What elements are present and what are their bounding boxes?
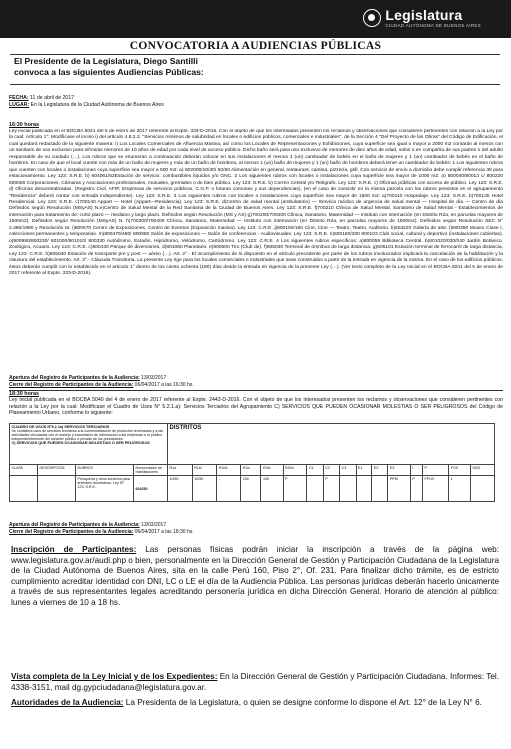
autoridades-block (11, 698, 499, 709)
cell-r2bii: P (283, 476, 307, 502)
th-r1a: R1a (168, 465, 193, 476)
session1-cierre-label: Cierre del Registro de Participantes de la Audiencia: (9, 382, 134, 388)
intro-line-2: convoca a las siguientes Audiencias Públicas: (14, 67, 204, 77)
header-bar (0, 0, 511, 38)
cell-c3 (340, 476, 356, 502)
meta-block (9, 95, 164, 108)
session1-cierre-value: 06/04/2017 a las 16:30 hs. (133, 382, 194, 388)
cell-r1bi: 10/50 (192, 476, 217, 502)
legislatura-logo (363, 8, 481, 28)
cell-i: P (410, 476, 422, 502)
autoridades-text: La Presidenta de la Legislatura, o quien se designe conforme lo dispone el Art. 12° de la Ley N° 6. (123, 698, 482, 707)
session2-apertura-label: Apertura del Registro de Participantes de la Audiencia: (9, 522, 140, 528)
th-e1: E1 (356, 465, 372, 476)
th-e2: E2 (372, 465, 388, 476)
logo-subtitle: CIUDAD AUTÓNOMA DE BUENOS AIRES (385, 23, 481, 28)
vista-label: Vista completa de la Ley Inicial y de los Expedientes: (11, 672, 218, 681)
distritos-label: DISTRITOS (169, 425, 202, 431)
cuadro-note: Se considera usos de servicios terciarios a la comercialización de productos terminados y a las actividades vinculadas con el manejo y transmisión de información a las empresas o al público independientemente del carácter público o privado de los prestadores. (11, 429, 163, 441)
session1-time: 16:30 horas (9, 122, 39, 128)
distritos-cell (168, 424, 495, 465)
th-descripcion: DESCRIPCIÓN (38, 465, 76, 476)
session1-apertura-label: Apertura del Registro de Participantes de la Audiencia: (9, 375, 140, 381)
cell-e3: PPM (388, 476, 410, 502)
vista-block (11, 672, 499, 693)
th-c3: C3 (340, 465, 356, 476)
seal-icon (363, 9, 381, 27)
session1-apertura-value: 13/03/2017 (139, 375, 167, 381)
cell-r2bi: 150 (261, 476, 283, 502)
table-header-row (10, 465, 495, 476)
page-title: CONVOCATORIA A AUDIENCIAS PÚBLICAS (129, 40, 382, 52)
th-clase: CLASE (10, 465, 38, 476)
table-row (10, 476, 495, 502)
inscripcion-block (11, 545, 499, 608)
codigo-cell: 604250 (134, 476, 168, 502)
cell-c2: P (323, 476, 339, 502)
th-r1bii: R1bII (217, 465, 241, 476)
autoridades-label: Autoridades de la Audiencia: (11, 698, 124, 707)
session2-cierre-value: 06/04/2017 a las 18:30 hs. (133, 529, 194, 535)
th-rubros: RUBROS (76, 465, 134, 476)
intro (14, 56, 494, 78)
session1-apertura (9, 375, 166, 381)
usos-table (9, 423, 495, 502)
intro-divider (10, 84, 500, 85)
cuadro-group: C) SERVICIOS QUE PUEDEN OCASIONAR MOLESTIAS O SER PELIGROSOS (11, 441, 150, 445)
session2-cierre-label: Cierre del Registro de Participantes de la Audiencia: (9, 529, 134, 535)
lugar-label: LUGAR: (9, 101, 30, 108)
th-c1: C1 (307, 465, 323, 476)
cuadro-title: CUADRO DE USOS Nº5.2.1a) SERVICIOS TERCIARIOS (11, 425, 110, 429)
session2-time: 18:30 horas (9, 391, 39, 397)
lugar-value: En la Legislatura de la Ciudad Autónoma de Buenos Aires (29, 101, 164, 108)
cuadro-cell (10, 424, 168, 465)
th-r1bi: R1bI (192, 465, 217, 476)
session1-cierre (9, 382, 194, 388)
cell-e2 (372, 476, 388, 502)
cell-p: PPUV (423, 476, 449, 502)
cell-c1 (307, 476, 323, 502)
inscripcion-label: Inscripción de Participantes: (11, 545, 137, 554)
th-fos: FOS (449, 465, 471, 476)
cell-e1 (356, 476, 372, 502)
cell-r2a: 150 (241, 476, 261, 502)
th-r2a: R2a (241, 465, 261, 476)
fecha-label: FECHA: (9, 95, 29, 101)
cell-r1bii: - (217, 476, 241, 502)
rubro-cell: Peluquería y otros servicios para animales domésticos. Ley Nº 123: S.R.E. (76, 476, 134, 502)
th-p: P (423, 465, 449, 476)
vista-text: En la Dirección General de Gestión y Participación Ciudadana. Informes: Tel. 4338-3151, mail dg.gypciudadana@legislatura.gov.ar. (11, 672, 499, 692)
cell-obs (470, 476, 494, 502)
cell-r1a: 10/50 (168, 476, 193, 502)
th-r2bi: R2bI (261, 465, 283, 476)
session1-divider (9, 390, 503, 391)
th-obs: OBS. (470, 465, 494, 476)
th-r2bii: R2bII (283, 465, 307, 476)
session1-body: Ley inicial publicada en el BOCBA 5041 del 5 de enero de 2017 referente al Expte. 333-D-2016. Con el objeto de que los interesados presenten los reclamos y observaciones que consideren pertinentes con relación a la Ley por la cual: Artículo 1°: Modifícase el inciso i) del artículo 4.8.2.3. "Servicios mínimos de salubridad en locales o edificios públicos, comerciales e industriales", de la Sección 4 "Del Proyecto de las Obras" del Código de Edificación, el cual quedará redactado de la siguiente manera: i) Los Locales Comerciales de Afluencia Masiva, así como los Locales de Representaciones y Exhibiciones, cuya superficie sea igual o mayor a 2000 m2 contarán al menos con un sanitario de uso exclusivo para niños/as menores de 10 años de edad por cada nivel de acceso público. Dicho baño será para uso exclusivo de menores de diez años de edad, solos o en compañía de sus padres o del adulto responsable de su cuidado (…). Los rubros que se enumeran a continuación deberán colocar en sus instalaciones el menos 1 (un) cambiador de bebés en el baño de mujeres y 1 (un) cambiador de bebés en el baño de hombres. En caso de que el local cuente con más de un baño de mujeres y más de un baño de hombres, al menos 1 (un) baño de mujeres y 1 (un) baño de hombres deberá tener un cambiador de bebés: 1 Los siguientes rubros que cuenten con locales o instalaciones cuya superficie sea mayor a 500 m2: a) 602000/10/40/ 50/60 Alimentación en general, restaurant, cantina, pizzería, grill. Con servicio de envío a domicilio debe cumplir referencia 38 para estacionamiento. Ley 123: S.R.E. b) 604061/62Estación de servicio: combustibles líquidos y/o GNC. 2 Los siguientes rubros con locales o instalaciones cuya superficie sea mayor de 1000 m2: a) 800040/80013 c/ 800220 800060 Corporaciones, Cámaras y Asociaciones profesionales, mutuales, gremiales o de bien público. Ley 123: S.R.E. b) Correo Central y/o Telégrafo. Ley 123: S.R.E. c) Oficinas públicas con acceso de público. Ley 123: S.R.E. d) Oficinas descentralizadas. (Registro Civil, AFIP, Empresas de servicios públicos, C.G.P. o futuras comunas y sus dependencias), (en el caso de coexistir en la misma parcela con los rubros previstos en el agrupamiento "Residencia" deberá contar con entrada independiente). Ley 123: S.R.E. 3 Los siguientes rubros con locales o instalaciones cuya superficie sea mayor de 1500 m2: a)700110 Hospedaje. Ley 123: S.R.E. b)700130 Hotel Residencial. Ley 123: S.R.E. c)700140 Appart — Hotel (Appart—Residencia). Ley 123: S.R.E. d)Centro de salud mental (ambulatorio) — Servicio médico de urgencia de salud mental — Hospital de día — Centro de día Definidos según Resolución (MSyAS) N.e)Centro de Salud Mental de la Red Sanitaria de la Ciudad de Buenos Aires. Ley 123: S.R.E. f)700210 Clínica de Salud Mental, Sanatorio de Salud Mental - Establecimientos de internación para tratamiento de: corto plazo — mediano y largo plazo. Definidos según Resolución (MS y AS) g)700200/700400 Clínica, Sanatorio, Maternidad — Instituto con internación (en Distrito R2a, en parcelas mayores de 1500m2). Definidos según Resolución (MSyAS) N. h)700200/700400 Clínica, Sanatorio, Maternidad — Instituto con internación (en Distrito R2a, en parcelas mayores de 1500m2). Definidos según Resolución SEC N° 2.385/1980 y Resolución M. i)800570 Centro de Exposiciones, Centro de Eventos (Exposición masiva). Ley 123: C.R.E. j)800150/160 Cine, Cine — Teatro, Teatro, Auditorio. k)604220 Galería de arte. l)800390 Museo Clase I, colecciones permanentes y temporarias. m)800470/480/ 800980 Salón de exposiciones — Salón de conferencias - Audiovisuales. Ley 123: S.R.E. n)800180/200 800103 Club social, cultural y deportivo (instalaciones cubiertas). o)800990/800230/ 801000/801010/ 800330 Autódromo, Estadio, Hipódromo, Velódromo, Cartódromo. Ley 123: C.R.E. 4 Los siguientes rubros específicos: a)800059 Biblioteca Central. b)801020/030/040 Jardín Botánico, Zoológico, Acuario. Ley 123: C.R.E. c)800430 Parque de diversiones. d)801050 Planetario. e)800600 Tiro (Club de). f)605030 Terminal de ómnibus de larga distancia. g)605101 Estación terminal de ferrocarril de larga distancia. Ley 123: C.R.E. h)605040 Estación de transporte pre y post — aéreo (…). Art. 2°.- El incumplimiento de lo dispuesto en el artículo precedente por parte de los rubros involucrados implicará la cancelación de la habilitación y la clausura del establecimiento. Art. 3°.- Cláusula Transitoria. La presente Ley rige para los locales comerciales e industriales que sean construidos a partir de la entrada en vigencia de la misma. En el caso de los edificios públicos, éstos deberán cumplir con lo establecido en el artículo 1° dentro de los ciento ochenta (180) días desde la entrada en vigencia de la presente Ley (…). (Ver texto completo de la Ley Inicial en el BOCBA 5041 del 5 de enero de 2017 referente al Expte. 333-D-2016). (9, 129, 503, 276)
session2-body: Ley inicial publicada en el BOCBA 5040 del 4 de enero de 2017 referente al Expte. 2443-D-2016. Con el objeto de que los interesados presenten los reclamos y observaciones que consideren pertinentes con relación a la Ley por la cual: Modifícase el Cuadro de Usos N° 5.2.1.a): Servicios Terciarios del Agrupamiento C) SERVICIOS QUE PUEDEN OCASIONAR MOLESTIAS O SER PELIGROSOS del Código de Planeamiento Urbano, conforme lo siguiente: (9, 397, 503, 416)
th-c2: C2 (323, 465, 339, 476)
fecha-value: 11 de abril de 2017 (28, 95, 75, 101)
cell-fos: 1 (449, 476, 471, 502)
title-divider (10, 54, 500, 55)
session2-apertura-value: 13/03/2017 (139, 522, 167, 528)
inscripcion-text: Las personas físicas podrán iniciar la inscripción a través de la página web: www.legislatura.gov.ar/audi.php o bien, personalmente en la Dirección General de Gestión y Participación Ciudadana de la Legislatura de la Ciudad Autónoma de Buenos Aires, sita en la calle Perú 160, Piso 2°, Of. 231. Para finalizar dicho trámite, es de estricto cumplimiento acreditar identidad con DNI, LC o LE el día de la Audiencia Pública. Las personas jurídicas deberán hacerlo únicamente a través de sus representantes legales acreditando personería jurídica en dicha Dirección General. Horario de atención al público: lunes a viernes de 10 a 18 hs. (11, 545, 499, 607)
session2-apertura (9, 522, 166, 528)
intro-line-1: El Presidente de la Legislatura, Diego Santilli (14, 56, 198, 66)
th-e3: E3 (388, 465, 410, 476)
logo-name: Legislatura (385, 7, 463, 23)
th-nomenclador: Nomenclador de Habilitaciones (134, 465, 168, 476)
session2-cierre (9, 529, 194, 535)
th-i: I (410, 465, 422, 476)
